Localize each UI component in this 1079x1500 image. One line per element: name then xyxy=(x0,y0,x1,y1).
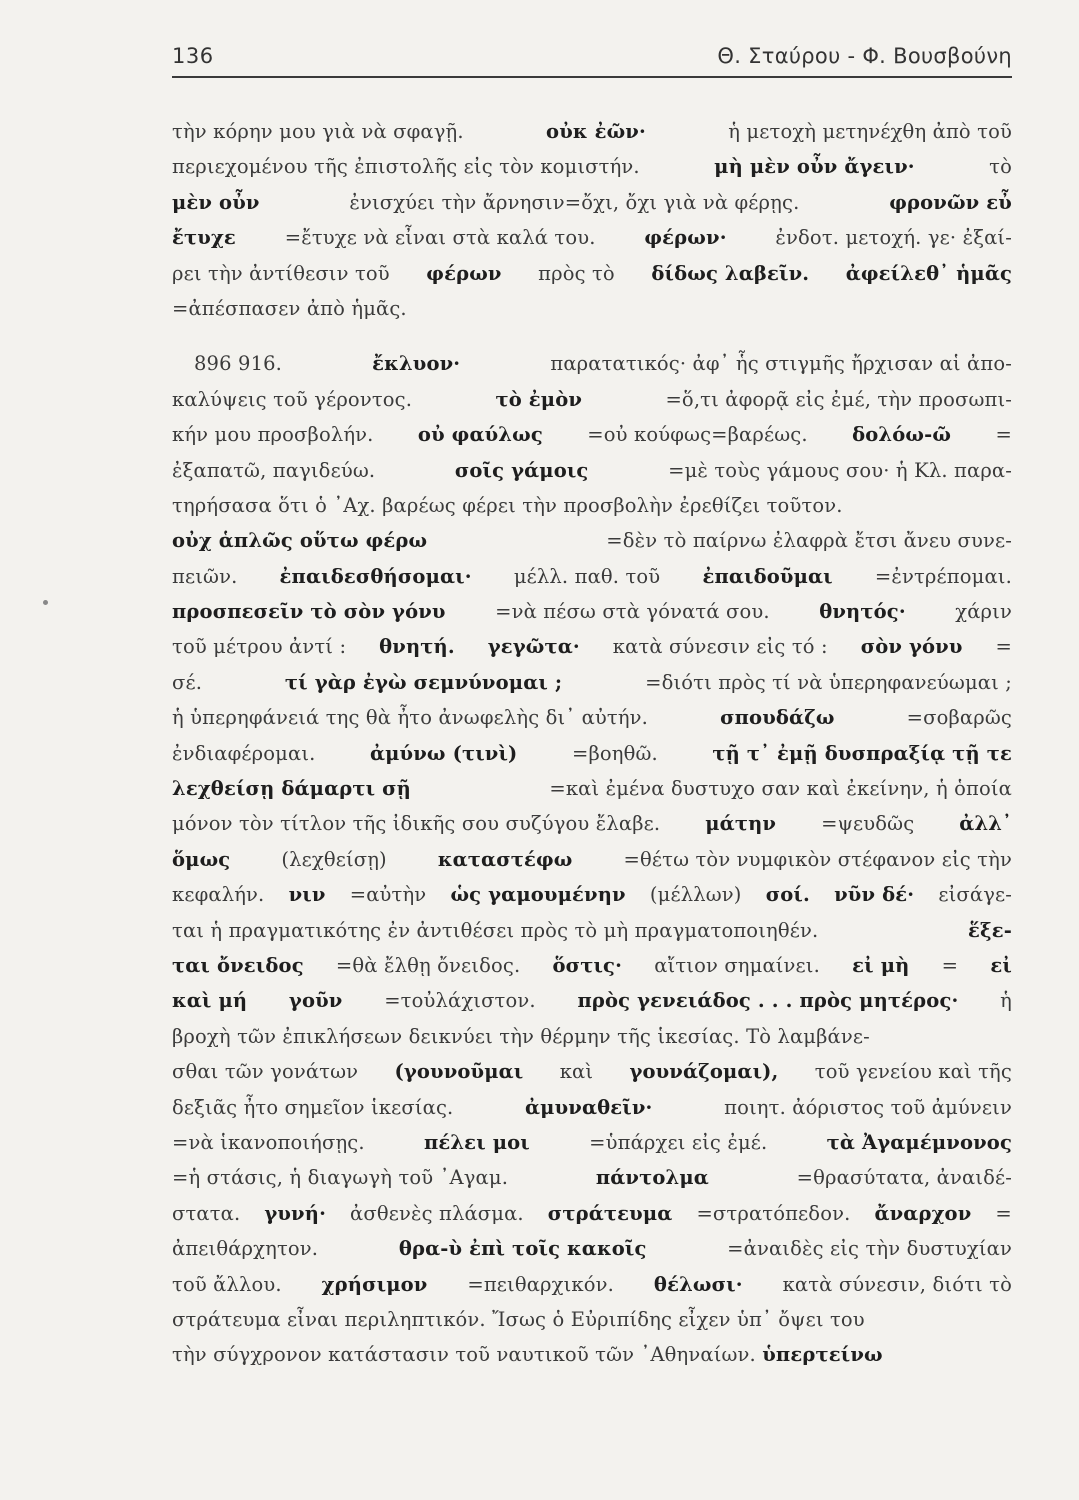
gloss: = xyxy=(941,953,959,977)
lemma: ται ὄνειδος xyxy=(172,953,304,977)
lemma: εἰ μὴ xyxy=(852,953,910,977)
lemma: ἄναρχον xyxy=(874,1201,972,1225)
gloss: = xyxy=(995,635,1012,659)
gloss: =οὐ κούφως=βαρέως. xyxy=(587,423,808,447)
gloss: δεξιᾶς ἦτο σημεῖον ἱκεσίας. xyxy=(172,1095,454,1119)
gloss: σθαι τῶν γονάτων xyxy=(172,1060,359,1084)
gloss: =ἔτυχε νὰ εἶναι στὰ καλά του. xyxy=(284,226,596,250)
gloss: 896 916. xyxy=(194,352,283,376)
gloss: ἡ ὑπερηφάνειά της θὰ ἦτο ἀνωφελὴς δι᾽ αὐτήν. xyxy=(172,706,649,730)
text-line xyxy=(172,1196,1012,1231)
gloss: ἡ μετοχὴ μετηνέχθη ἀπὸ τοῦ xyxy=(728,120,1012,143)
text-line xyxy=(172,559,1012,594)
gloss: στατα. xyxy=(172,1201,241,1225)
lemma: δίδως λαβεῖν. xyxy=(651,261,810,285)
lemma: καταστέφω xyxy=(437,847,573,871)
gloss: (λεχθείσῃ) xyxy=(281,847,387,871)
gloss: =καὶ ἐμένα δυστυχο σαν καὶ ἐκείνην, ἡ ὁποία xyxy=(549,777,1012,801)
lemma: ἔτυχε xyxy=(172,226,236,250)
lemma: μὴ μὲν οὖν ἄγειν· xyxy=(714,155,915,179)
gloss: =ὑπάρχει εἰς ἐμέ. xyxy=(589,1130,768,1154)
text-line xyxy=(172,1231,1012,1266)
text-line xyxy=(172,913,1012,948)
lemma: χρήσιμον xyxy=(321,1272,428,1296)
lemma: μάτην xyxy=(705,812,777,836)
gloss: κατὰ σύνεσιν εἰς τό : xyxy=(612,635,828,659)
text-line xyxy=(172,1054,1012,1089)
text-line xyxy=(172,594,1012,629)
gloss: πειῶν. xyxy=(172,564,238,588)
gloss: τοῦ μέτρου ἀντί : xyxy=(172,635,347,659)
text-line xyxy=(172,523,1012,558)
lemma: γοῦν xyxy=(288,989,343,1013)
gloss: =νὰ πέσω στὰ γόνατά σου. xyxy=(495,600,770,624)
paragraph xyxy=(172,346,1012,1372)
lemma: ὅστις· xyxy=(552,953,623,977)
gloss: =αὐτὴν xyxy=(349,883,427,907)
commentary-body xyxy=(172,114,1012,1373)
text-line xyxy=(172,842,1012,877)
lemma: ἀλλ᾽ xyxy=(959,812,1012,836)
text-line xyxy=(172,983,1012,1018)
lemma: οὐχ ἁπλῶς οὕτω φέρω xyxy=(172,529,428,553)
lemma: τὰ Ἀγαμέμνονος xyxy=(826,1130,1012,1154)
lemma: ἐπαιδεσθήσομαι· xyxy=(279,564,472,588)
lemma: σπουδάζω xyxy=(720,706,835,730)
lemma: ἔκλυον· xyxy=(372,352,461,376)
lemma: σοί. xyxy=(765,883,810,907)
lemma: τί γὰρ ἐγὼ σεμνύνομαι ; xyxy=(284,670,563,694)
gloss: =στρατόπεδον. xyxy=(696,1201,851,1225)
text-line xyxy=(172,346,1012,381)
lemma: ἐπαιδοῦμαι xyxy=(702,564,833,588)
gloss: =ἀπέσπασεν ἀπὸ ἡμᾶς. xyxy=(172,296,407,320)
lemma: εἰ xyxy=(990,953,1012,977)
lemma: θρα-ὺ ἐπὶ τοῖς κακοῖς xyxy=(398,1237,647,1261)
text-line xyxy=(172,1337,1012,1372)
text-line xyxy=(172,291,1012,326)
lemma: καὶ μή xyxy=(172,989,248,1013)
gloss: (μέλλων) xyxy=(649,883,742,907)
lemma: προσπεσεῖν τὸ σὸν γόνυ xyxy=(172,600,446,624)
gloss: =ἡ στάσις, ἡ διαγωγὴ τοῦ ᾽Αγαμ. xyxy=(172,1166,509,1190)
gloss: =ἐντρέπομαι. xyxy=(874,564,1012,588)
text-line xyxy=(172,877,1012,912)
text-line xyxy=(172,806,1012,841)
gloss: =βοηθῶ. xyxy=(571,741,658,765)
text-line xyxy=(172,948,1012,983)
text-line xyxy=(172,114,1012,149)
text-line xyxy=(172,1302,1012,1337)
lemma: ἕξε- xyxy=(968,918,1012,942)
text-line xyxy=(172,771,1012,806)
lemma: πέλει μοι xyxy=(423,1130,530,1154)
gloss: ρει τὴν ἀντίθεσιν τοῦ xyxy=(172,261,390,285)
gloss: =μὲ τοὺς γάμους σου· ἡ Κλ. παρα- xyxy=(668,458,1012,482)
gloss: καὶ xyxy=(559,1060,594,1084)
gloss: τὸ xyxy=(989,155,1012,179)
gloss: =διότι πρὸς τί νὰ ὑπερηφανεύωμαι ; xyxy=(645,670,1012,694)
gloss: στράτευμα εἶναι περιληπτικόν. Ἴσως ὁ Εὐριπίδης εἶχεν ὑπ᾽ ὄψει του xyxy=(172,1307,865,1331)
gloss: περιεχομένου τῆς ἐπιστολῆς εἰς τὸν κομιστήν. xyxy=(172,155,640,179)
lemma: γυνή· xyxy=(264,1201,327,1225)
gloss: τηρήσασα ὅτι ὁ ᾽Αχ. βαρέως φέρει τὴν προσβολὴν ἐρεθίζει τοῦτον. xyxy=(172,493,843,517)
gloss: σέ. xyxy=(172,670,203,694)
lemma: θνητός· xyxy=(819,600,906,624)
lemma: στράτευμα xyxy=(547,1201,673,1225)
lemma: ὡς γαμουμένην xyxy=(450,883,626,907)
gloss: =δὲν τὸ παίρνω ἐλαφρὰ ἔτσι ἄνευ συνε- xyxy=(606,529,1012,553)
running-title: Θ. Σταύρου - Φ. Βουσβούνη xyxy=(717,44,1012,68)
running-head xyxy=(172,40,1012,80)
margin-speck xyxy=(43,600,48,605)
paragraph-gap xyxy=(172,326,1012,346)
text-line xyxy=(172,736,1012,771)
gloss: =θρασύτατα, ἀναιδέ- xyxy=(796,1166,1012,1190)
lemma: ὑπερτείνω xyxy=(762,1343,883,1367)
gloss: τοῦ γενείου καὶ τῆς xyxy=(814,1060,1012,1084)
gloss: ἀσθενὲς πλάσμα. xyxy=(350,1201,524,1225)
text-line xyxy=(172,149,1012,184)
gloss: =θέτω τὸν νυμφικὸν στέφανον εἰς τὴν xyxy=(623,847,1012,871)
text-line xyxy=(172,256,1012,291)
text-line xyxy=(172,1090,1012,1125)
gloss: βροχὴ τῶν ἐπικλήσεων δεικνύει τὴν θέρμην τῆς ἱκεσίας. Τὸ λαμβάνε- xyxy=(172,1024,870,1048)
gloss: κεφαλήν. xyxy=(172,883,265,907)
gloss: ποιητ. ἀόριστος τοῦ ἀμύνειν xyxy=(724,1095,1012,1119)
lemma: δολόω-ῶ xyxy=(852,423,952,447)
gloss: =ἀναιδὲς εἰς τὴν δυστυχίαν xyxy=(727,1237,1012,1261)
page-number: 136 xyxy=(172,44,214,68)
gloss: μόνον τὸν τίτλον τῆς ἰδικῆς σου συζύγου ἔλαβε. xyxy=(172,812,661,836)
text-line xyxy=(172,1019,1012,1054)
gloss: χάριν xyxy=(955,600,1012,624)
gloss: =νὰ ἱκανοποιήσῃς. xyxy=(172,1130,365,1154)
gloss: = xyxy=(995,423,1012,447)
lemma: λεχθείσῃ δάμαρτι σῇ xyxy=(172,777,412,801)
lemma: ἀμύνω (τινὶ) xyxy=(369,741,518,765)
lemma: θέλωσι· xyxy=(653,1272,743,1296)
gloss: παρατατικός· ἀφ᾽ ἧς στιγμῆς ἤρχισαν αἱ ἀπο- xyxy=(550,352,1012,376)
gloss: ἐνδοτ. μετοχή. γε· ἐξαί- xyxy=(775,226,1012,250)
lemma: νιν xyxy=(288,883,326,907)
gloss: μέλλ. παθ. τοῦ xyxy=(513,564,661,588)
lemma: γεγῶτα· xyxy=(487,635,580,659)
text-line xyxy=(172,488,1012,523)
text-line xyxy=(172,1160,1012,1195)
lemma: (γουνοῦμαι xyxy=(394,1060,524,1084)
gloss: τὴν κόρην μου γιὰ νὰ σφαγῇ. xyxy=(172,120,464,143)
gloss: ται ἡ πραγματικότης ἐν ἀντιθέσει πρὸς τὸ μὴ πραγματοποιηθέν. xyxy=(172,918,819,942)
lemma: σὸν γόνυ xyxy=(860,635,963,659)
text-line xyxy=(172,417,1012,452)
gloss: =ὅ,τι ἀφορᾷ εἰς ἐμέ, τὴν προσωπι- xyxy=(665,387,1012,411)
lemma: πρὸς γενειάδος . . . πρὸς μητέρος· xyxy=(577,989,959,1013)
gloss: κήν μου προσβολήν. xyxy=(172,423,374,447)
gloss: αἴτιον σημαίνει. xyxy=(654,953,820,977)
text-line xyxy=(172,453,1012,488)
gloss: =πειθαρχικόν. xyxy=(467,1272,615,1296)
text-line xyxy=(172,185,1012,220)
lemma: οὐκ ἐῶν· xyxy=(546,120,646,143)
lemma: μὲν οὖν xyxy=(172,190,260,214)
paragraph xyxy=(172,114,1012,326)
lemma: φέρων· xyxy=(644,226,727,250)
gloss: = xyxy=(995,1201,1012,1225)
lemma: φρονῶν εὖ xyxy=(889,190,1012,214)
gloss: ἐνισχύει τὴν ἄρνησιν=ὄχι, ὄχι γιὰ νὰ φέρῃς. xyxy=(349,190,800,214)
header-rule xyxy=(172,76,1012,78)
lemma: ἀφείλεθ᾽ ἡμᾶς xyxy=(845,261,1012,285)
text-line xyxy=(172,1267,1012,1302)
lemma: νῦν δέ· xyxy=(834,883,915,907)
gloss: πρὸς τὸ xyxy=(538,261,615,285)
gloss: καλύψεις τοῦ γέροντος. xyxy=(172,387,413,411)
lemma: σοῖς γάμοις xyxy=(454,458,589,482)
gloss: =ψευδῶς xyxy=(821,812,915,836)
lemma: τὸ ἐμὸν xyxy=(495,387,583,411)
lemma: θνητή. xyxy=(379,635,455,659)
gloss: ἐξαπατῶ, παγιδεύω. xyxy=(172,458,376,482)
text-line xyxy=(172,220,1012,255)
text-line xyxy=(172,1125,1012,1160)
lemma: φέρων xyxy=(426,261,502,285)
gloss: ἡ xyxy=(1000,989,1012,1013)
gloss: εἰσάγε- xyxy=(938,883,1012,907)
text-line xyxy=(172,665,1012,700)
gloss: ἐνδιαφέρομαι. xyxy=(172,741,316,765)
text-line xyxy=(172,629,1012,664)
gloss: ἀπειθάρχητον. xyxy=(172,1237,319,1261)
lemma: ὅμως xyxy=(172,847,231,871)
lemma: τῇ τ᾽ ἐμῇ δυσπραξίᾳ τῇ τε xyxy=(712,741,1012,765)
gloss: =τοὐλάχιστον. xyxy=(384,989,536,1013)
gloss: κατὰ σύνεσιν, διότι τὸ xyxy=(782,1272,1012,1296)
lemma: πάντολμα xyxy=(595,1166,709,1190)
text-line xyxy=(172,382,1012,417)
gloss: τὴν σύγχρονον κατάστασιν τοῦ ναυτικοῦ τῶν ᾽Αθηναίων. xyxy=(172,1343,756,1367)
lemma: ἀμυναθεῖν· xyxy=(525,1095,653,1119)
lemma: οὐ φαύλως xyxy=(417,423,543,447)
lemma: γουνάζομαι), xyxy=(629,1060,779,1084)
gloss: =θὰ ἔλθῃ ὄνειδος. xyxy=(335,953,521,977)
gloss: τοῦ ἄλλου. xyxy=(172,1272,282,1296)
text-line xyxy=(172,700,1012,735)
gloss: =σοβαρῶς xyxy=(906,706,1012,730)
